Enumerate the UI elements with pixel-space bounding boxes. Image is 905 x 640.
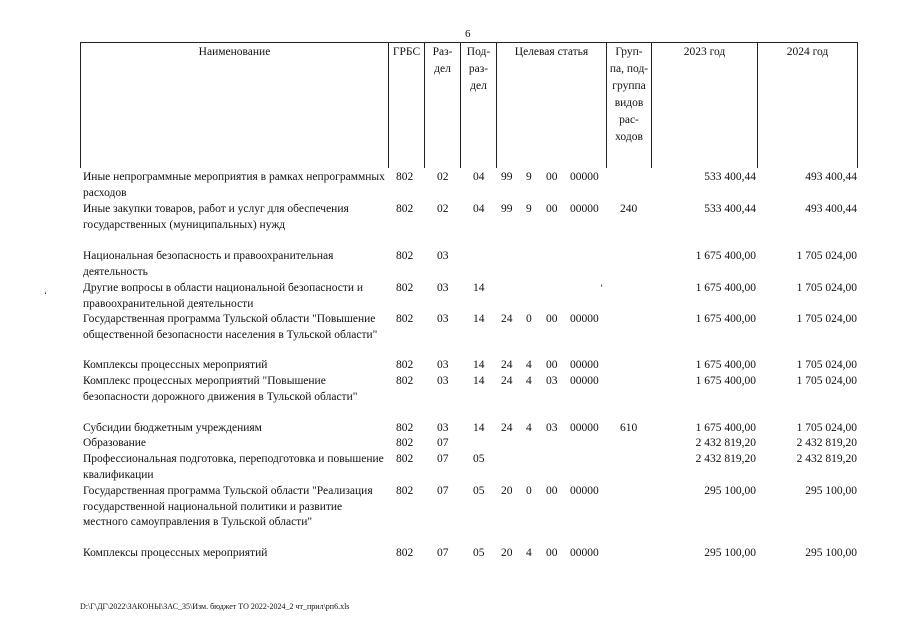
header-grbs bbox=[389, 42, 425, 168]
row-podrazdel: 05 bbox=[473, 485, 485, 497]
row-name: Профессиональная подготовка, переподготовка и повышение квалификации bbox=[83, 453, 384, 481]
row-podrazdel: 14 bbox=[473, 282, 485, 294]
header-razdel-line: Раз- bbox=[432, 46, 453, 58]
row-target-2: 0 bbox=[526, 313, 532, 325]
row-grbs: 802 bbox=[396, 547, 414, 559]
row-2023: 1 675 400,00 bbox=[695, 422, 756, 434]
row-target-4: 00000 bbox=[570, 313, 599, 325]
row-name: Комплексы процессных мероприятий bbox=[83, 359, 268, 371]
scan-speck: ʼ bbox=[600, 283, 603, 293]
row-razdel: 03 bbox=[437, 250, 449, 262]
page-number: 6 bbox=[465, 28, 471, 40]
row-razdel: 03 bbox=[437, 375, 449, 387]
header-podrazdel-line: дел bbox=[470, 80, 487, 92]
row-vr: 240 bbox=[620, 203, 638, 215]
row-target-1: 20 bbox=[501, 547, 513, 559]
row-razdel: 03 bbox=[437, 359, 449, 371]
header-2023 bbox=[652, 42, 758, 168]
row-razdel: 07 bbox=[437, 437, 449, 449]
row-2024: 1 705 024,00 bbox=[796, 250, 857, 262]
row-name: Комплекс процессных мероприятий "Повышение безопасности дорожного движения в Тульской области" bbox=[83, 375, 358, 403]
row-razdel: 03 bbox=[437, 282, 449, 294]
row-target-1: 24 bbox=[501, 375, 513, 387]
row-target-2: 9 bbox=[526, 203, 532, 215]
row-grbs: 802 bbox=[396, 203, 414, 215]
row-target-4: 00000 bbox=[570, 547, 599, 559]
header-vr-line: Груп- bbox=[615, 46, 643, 58]
row-name: Иные закупки товаров, работ и услуг для обеспечения государственных (муниципальных) нужд bbox=[83, 203, 349, 231]
header-vr-line: рас- bbox=[619, 114, 639, 126]
row-target-1: 24 bbox=[501, 313, 513, 325]
header-razdel-line: дел bbox=[434, 63, 451, 75]
header-vr bbox=[607, 42, 652, 168]
row-2024: 295 100,00 bbox=[805, 547, 857, 559]
header-2024 bbox=[758, 42, 858, 168]
row-2023: 1 675 400,00 bbox=[695, 313, 756, 325]
header-2024-label: 2024 год bbox=[786, 46, 829, 58]
row-target-3: 00 bbox=[546, 547, 558, 559]
header-podrazdel-line: раз- bbox=[468, 63, 489, 75]
row-2024: 1 705 024,00 bbox=[796, 359, 857, 371]
row-target-1: 99 bbox=[501, 171, 513, 183]
header-podrazdel-line: Под- bbox=[466, 46, 491, 58]
row-razdel: 02 bbox=[437, 203, 449, 215]
header-target-label: Целевая статья bbox=[514, 46, 589, 58]
row-grbs: 802 bbox=[396, 422, 414, 434]
row-target-1: 20 bbox=[501, 485, 513, 497]
row-target-1: 24 bbox=[501, 359, 513, 371]
row-2024: 2 432 819,20 bbox=[796, 437, 857, 449]
row-target-4: 00000 bbox=[570, 359, 599, 371]
row-2023: 1 675 400,00 bbox=[695, 375, 756, 387]
row-podrazdel: 14 bbox=[473, 313, 485, 325]
row-name: Иные непрограммные мероприятия в рамках непрограммных расходов bbox=[83, 171, 385, 199]
row-target-3: 00 bbox=[546, 313, 558, 325]
row-2024: 1 705 024,00 bbox=[796, 375, 857, 387]
row-target-1: 24 bbox=[501, 422, 513, 434]
row-podrazdel: 04 bbox=[473, 203, 485, 215]
row-target-4: 00000 bbox=[570, 203, 599, 215]
row-vr: 610 bbox=[620, 422, 638, 434]
file-path-footer: D:\Г\ДГ\2022\ЗАКОНЫ\ЗАС_35\Изм. бюджет ТО 2022-2024_2 чт_прил\рп6.xls bbox=[80, 602, 350, 611]
row-razdel: 07 bbox=[437, 547, 449, 559]
scan-speck: ʻ bbox=[44, 290, 47, 300]
header-name bbox=[80, 42, 389, 168]
row-2023: 295 100,00 bbox=[704, 485, 756, 497]
row-2023: 2 432 819,20 bbox=[695, 453, 756, 465]
row-razdel: 03 bbox=[437, 313, 449, 325]
row-name: Национальная безопасность и правоохранительная деятельность bbox=[83, 250, 334, 278]
row-grbs: 802 bbox=[396, 437, 414, 449]
row-2024: 295 100,00 bbox=[805, 485, 857, 497]
row-podrazdel: 05 bbox=[473, 453, 485, 465]
row-name: Комплексы процессных мероприятий bbox=[83, 547, 268, 559]
row-podrazdel: 14 bbox=[473, 375, 485, 387]
row-2024: 1 705 024,00 bbox=[796, 282, 857, 294]
row-grbs: 802 bbox=[396, 485, 414, 497]
header-name-label: Наименование bbox=[198, 46, 271, 58]
row-target-4: 00000 bbox=[570, 485, 599, 497]
header-razdel bbox=[425, 42, 461, 168]
header-podrazdel bbox=[461, 42, 497, 168]
row-2023: 295 100,00 bbox=[704, 547, 756, 559]
header-grbs-label: ГРБС bbox=[392, 46, 421, 58]
row-name: Субсидии бюджетным учреждениям bbox=[83, 422, 262, 434]
row-2023: 533 400,44 bbox=[704, 203, 756, 215]
header-2023-label: 2023 год bbox=[683, 46, 726, 58]
row-grbs: 802 bbox=[396, 250, 414, 262]
row-razdel: 07 bbox=[437, 453, 449, 465]
header-vr-line: группа bbox=[612, 80, 646, 92]
row-2024: 1 705 024,00 bbox=[796, 422, 857, 434]
row-grbs: 802 bbox=[396, 171, 414, 183]
row-target-2: 4 bbox=[526, 547, 532, 559]
row-razdel: 02 bbox=[437, 171, 449, 183]
row-2024: 2 432 819,20 bbox=[796, 453, 857, 465]
header-vr-line: ходов bbox=[615, 131, 643, 143]
row-name: Другие вопросы в области национальной безопасности и правоохранительной деятельности bbox=[83, 282, 364, 310]
row-2024: 1 705 024,00 bbox=[796, 313, 857, 325]
row-name: Образование bbox=[83, 437, 147, 449]
row-2023: 1 675 400,00 bbox=[695, 359, 756, 371]
row-target-4: 00000 bbox=[570, 375, 599, 387]
row-podrazdel: 05 bbox=[473, 547, 485, 559]
row-target-4: 00000 bbox=[570, 422, 599, 434]
row-target-3: 03 bbox=[546, 375, 558, 387]
row-razdel: 07 bbox=[437, 485, 449, 497]
row-target-3: 00 bbox=[546, 485, 558, 497]
row-grbs: 802 bbox=[396, 453, 414, 465]
row-2023: 2 432 819,20 bbox=[695, 437, 756, 449]
row-target-2: 4 bbox=[526, 422, 532, 434]
row-podrazdel: 04 bbox=[473, 171, 485, 183]
row-podrazdel: 14 bbox=[473, 359, 485, 371]
row-target-1: 99 bbox=[501, 203, 513, 215]
row-target-2: 4 bbox=[526, 375, 532, 387]
header-vr-line: видов bbox=[614, 97, 644, 109]
row-target-3: 00 bbox=[546, 171, 558, 183]
row-name: Государственная программа Тульской области "Реализация государственной национальной политики и развитие местного самоуправления в Тульской области" bbox=[83, 485, 373, 528]
row-2023: 1 675 400,00 bbox=[695, 282, 756, 294]
row-target-2: 0 bbox=[526, 485, 532, 497]
row-grbs: 802 bbox=[396, 375, 414, 387]
row-podrazdel: 14 bbox=[473, 422, 485, 434]
row-name: Государственная программа Тульской области "Повышение общественной безопасности населения в Тульской области" bbox=[83, 313, 378, 341]
row-2023: 533 400,44 bbox=[704, 171, 756, 183]
row-2023: 1 675 400,00 bbox=[695, 250, 756, 262]
row-grbs: 802 bbox=[396, 282, 414, 294]
row-grbs: 802 bbox=[396, 359, 414, 371]
row-grbs: 802 bbox=[396, 313, 414, 325]
header-vr-line: па, под- bbox=[609, 63, 649, 75]
row-2024: 493 400,44 bbox=[805, 171, 857, 183]
row-target-3: 00 bbox=[546, 359, 558, 371]
row-target-2: 4 bbox=[526, 359, 532, 371]
row-target-3: 03 bbox=[546, 422, 558, 434]
row-target-2: 9 bbox=[526, 171, 532, 183]
row-target-3: 00 bbox=[546, 203, 558, 215]
header-target bbox=[497, 42, 607, 168]
row-2024: 493 400,44 bbox=[805, 203, 857, 215]
row-razdel: 03 bbox=[437, 422, 449, 434]
row-target-4: 00000 bbox=[570, 171, 599, 183]
